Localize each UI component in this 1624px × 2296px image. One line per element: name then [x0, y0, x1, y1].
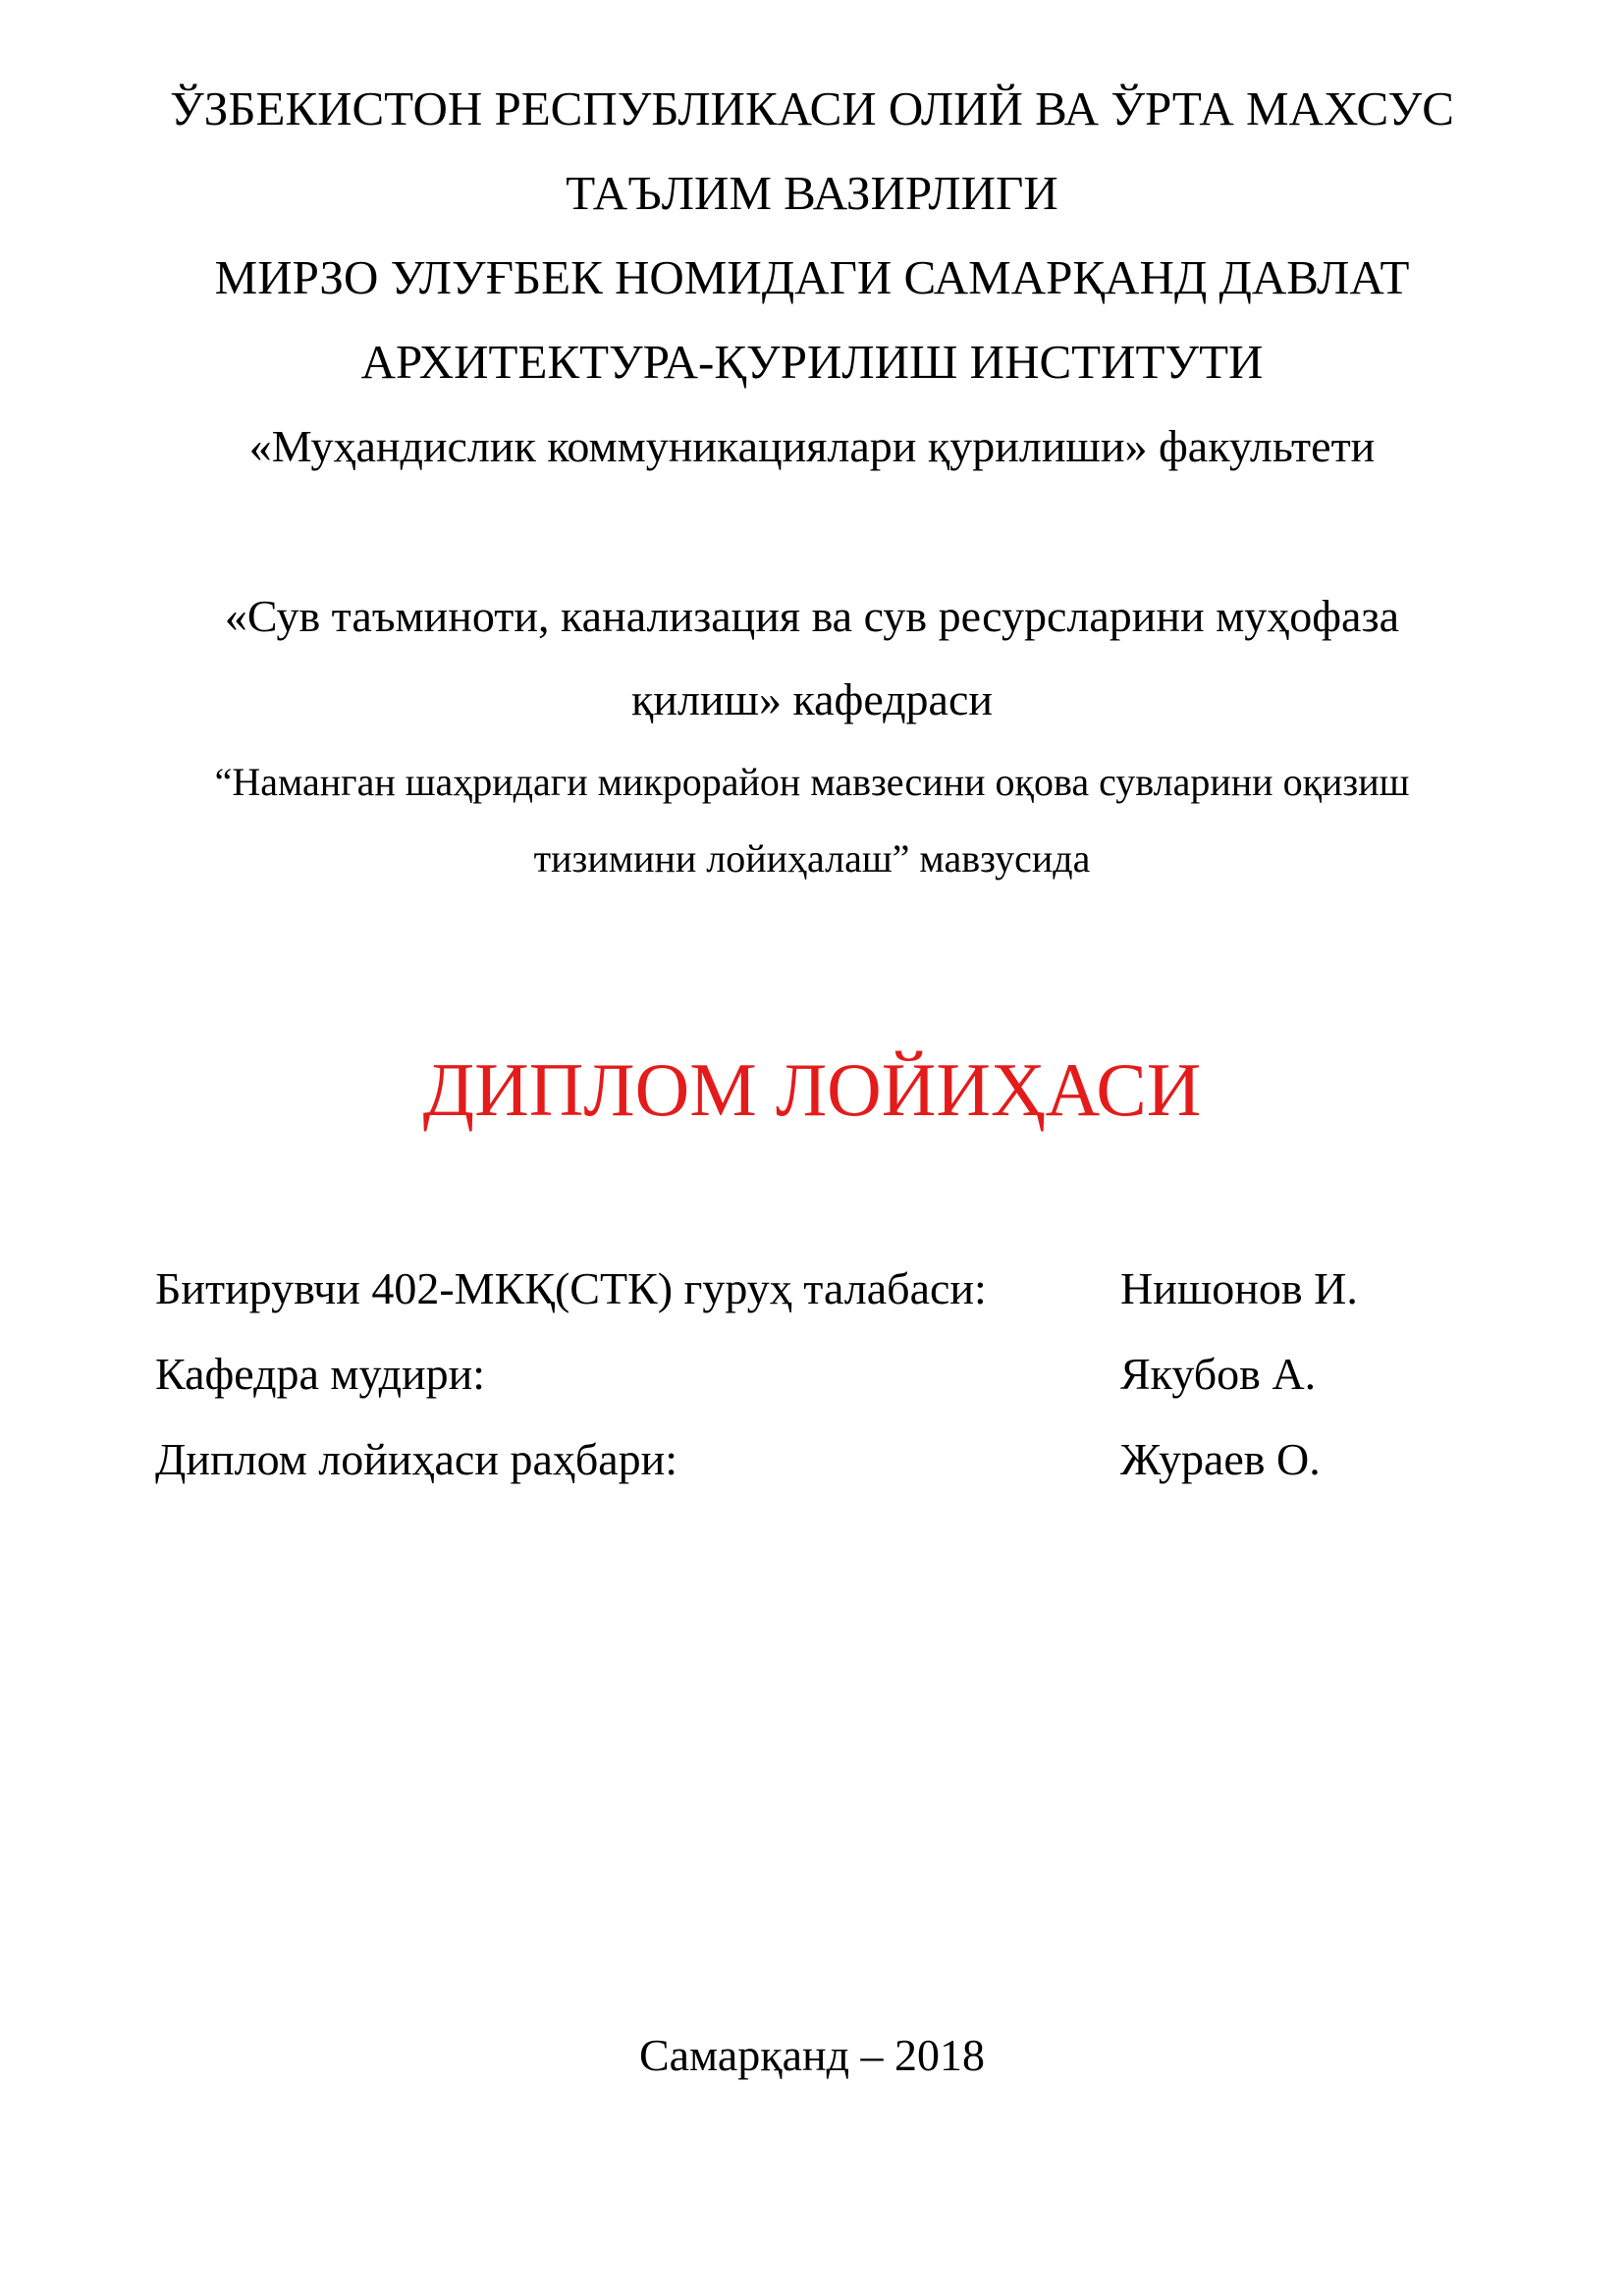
- signature-name-supervisor: Жураев О.: [1120, 1434, 1321, 1484]
- signature-label-head: Кафедра мудири:: [155, 1349, 486, 1399]
- document-title: ДИПЛОМ ЛОЙИҲАСИ: [422, 1047, 1202, 1132]
- faculty-line: «Муҳандислик коммуникациялари қурилиши» факультети: [248, 421, 1376, 471]
- signature-label-student: Битирувчи 402-МКҚ(СТК) гуруҳ талабаси:: [155, 1263, 987, 1313]
- department-line-2: қилиш» кафедраси: [631, 674, 993, 724]
- department-line-1: «Сув таъминоти, канализация ва сув ресурсларини муҳофаза: [224, 591, 1400, 641]
- signature-label-supervisor: Диплом лойиҳаси раҳбари:: [155, 1434, 678, 1484]
- signature-name-student: Нишонов И.: [1120, 1263, 1358, 1313]
- city-year: Самарқанд – 2018: [638, 2030, 986, 2080]
- ministry-line-1: ЎЗБЕКИСТОН РЕСПУБЛИКАСИ ОЛИЙ ВА ЎРТА МАХСУС: [170, 81, 1454, 135]
- institute-line-2: АРХИТЕКТУРА-ҚУРИЛИШ ИНСТИТУТИ: [360, 335, 1264, 389]
- topic-line-1: “Наманган шаҳридаги микрорайон мавзесини оқова сувларини оқизиш: [214, 760, 1410, 804]
- institute-line-1: МИРЗО УЛУҒБЕК НОМИДАГИ САМАРҚАНД ДАВЛАТ: [214, 250, 1410, 304]
- signature-name-head: Якубов А.: [1120, 1349, 1317, 1399]
- topic-line-2: тизимини лойиҳалаш” мавзусида: [533, 836, 1091, 881]
- ministry-line-2: ТАЪЛИМ ВАЗИРЛИГИ: [566, 166, 1058, 220]
